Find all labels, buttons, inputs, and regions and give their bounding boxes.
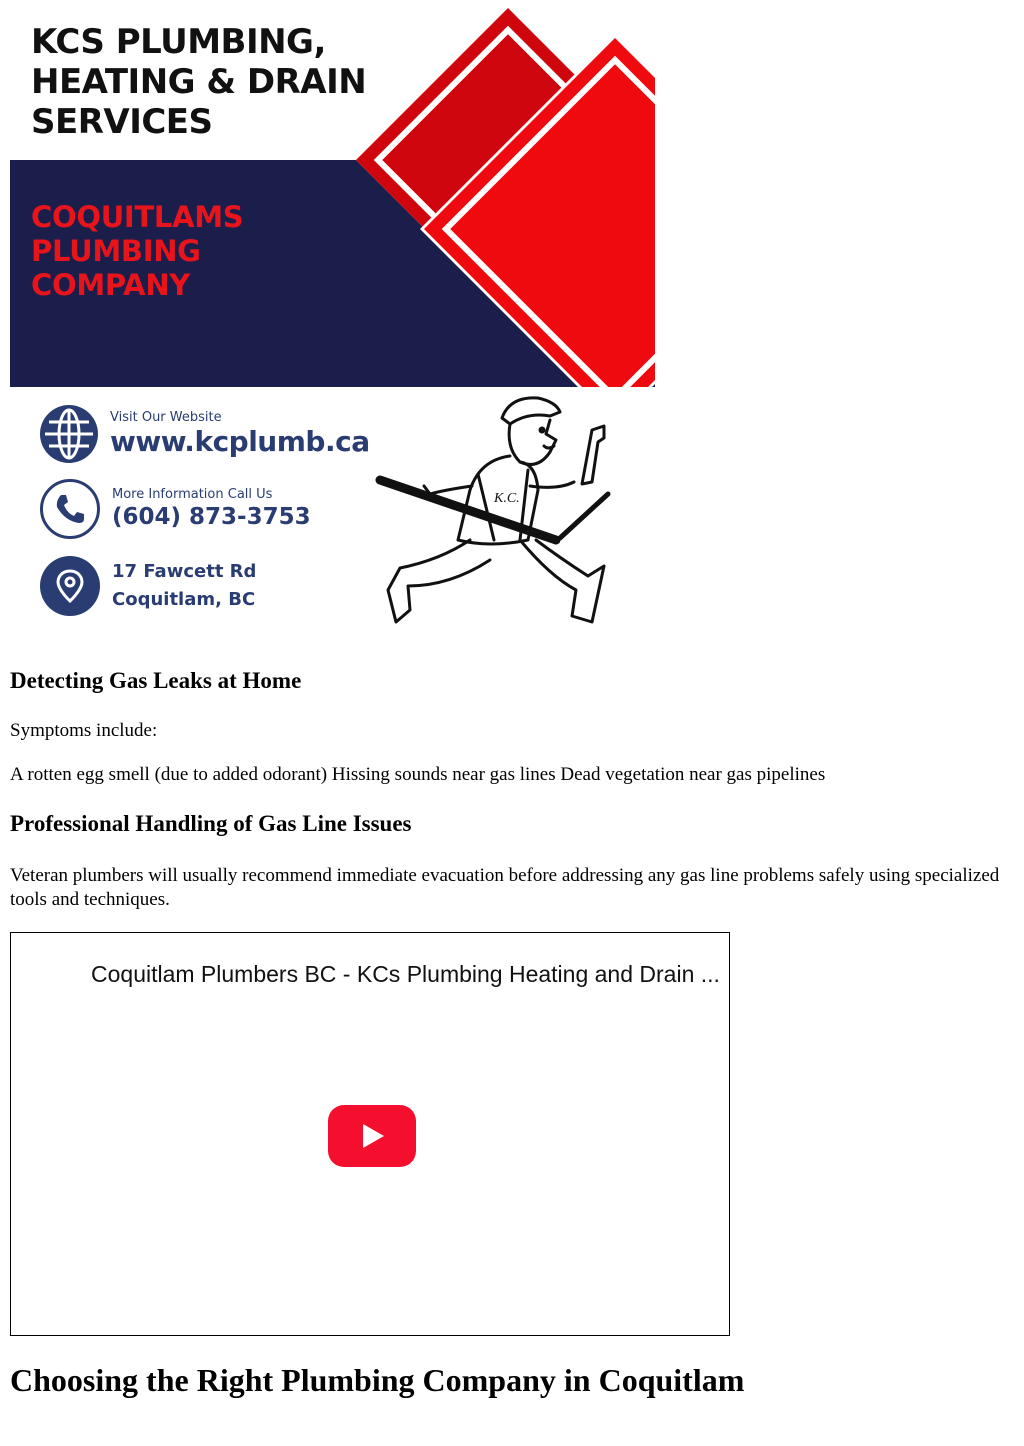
globe-icon bbox=[40, 405, 98, 463]
tagline-line: COQUITLAMS bbox=[31, 200, 244, 234]
company-name-line: KCS PLUMBING, bbox=[31, 22, 326, 62]
tagline bbox=[31, 200, 243, 302]
website-link[interactable]: www.kcplumb.ca bbox=[110, 425, 370, 458]
address-street: 17 Fawcett Rd bbox=[112, 561, 257, 582]
mascot-badge-text: K.C. bbox=[494, 491, 520, 506]
section-heading-choosing: Choosing the Right Plumbing Company in Coquitlam bbox=[10, 1362, 745, 1398]
address-city: Coquitlam, BC bbox=[112, 589, 256, 610]
company-name bbox=[31, 22, 366, 142]
promo-banner bbox=[10, 0, 655, 643]
tagline-line: PLUMBING bbox=[31, 234, 201, 268]
youtube-video-embed[interactable] bbox=[10, 932, 730, 1336]
symptoms-list: A rotten egg smell (due to added odorant) Hissing sounds near gas lines Dead vegetation near gas pipelines bbox=[10, 764, 826, 785]
youtube-play-icon[interactable] bbox=[328, 1105, 416, 1167]
section-heading-professional: Professional Handling of Gas Line Issues bbox=[10, 811, 412, 836]
company-name-line: HEATING & DRAIN bbox=[31, 62, 367, 102]
phone-number[interactable]: (604) 873-3753 bbox=[112, 504, 311, 530]
symptoms-intro: Symptoms include: bbox=[10, 720, 158, 741]
tagline-line: COMPANY bbox=[31, 268, 191, 302]
phone-row[interactable] bbox=[40, 479, 311, 539]
website-label: Visit Our Website bbox=[110, 410, 222, 425]
video-title[interactable]: Coquitlam Plumbers BC - KCs Plumbing Heating and Drain ... bbox=[91, 961, 720, 987]
veteran-plumbers-paragraph: Veteran plumbers will usually recommend immediate evacuation before addressing any gas line problems safely using specialized tools and techniques. bbox=[10, 865, 1000, 910]
phone-label: More Information Call Us bbox=[112, 487, 273, 502]
phone-icon bbox=[40, 479, 100, 539]
section-heading-gas-leaks: Detecting Gas Leaks at Home bbox=[10, 668, 302, 693]
location-pin-icon bbox=[40, 556, 100, 616]
company-name-line: SERVICES bbox=[31, 102, 213, 142]
address-row bbox=[40, 556, 256, 616]
website-row[interactable] bbox=[40, 405, 370, 463]
running-plumber-mascot-illustration bbox=[360, 390, 630, 635]
